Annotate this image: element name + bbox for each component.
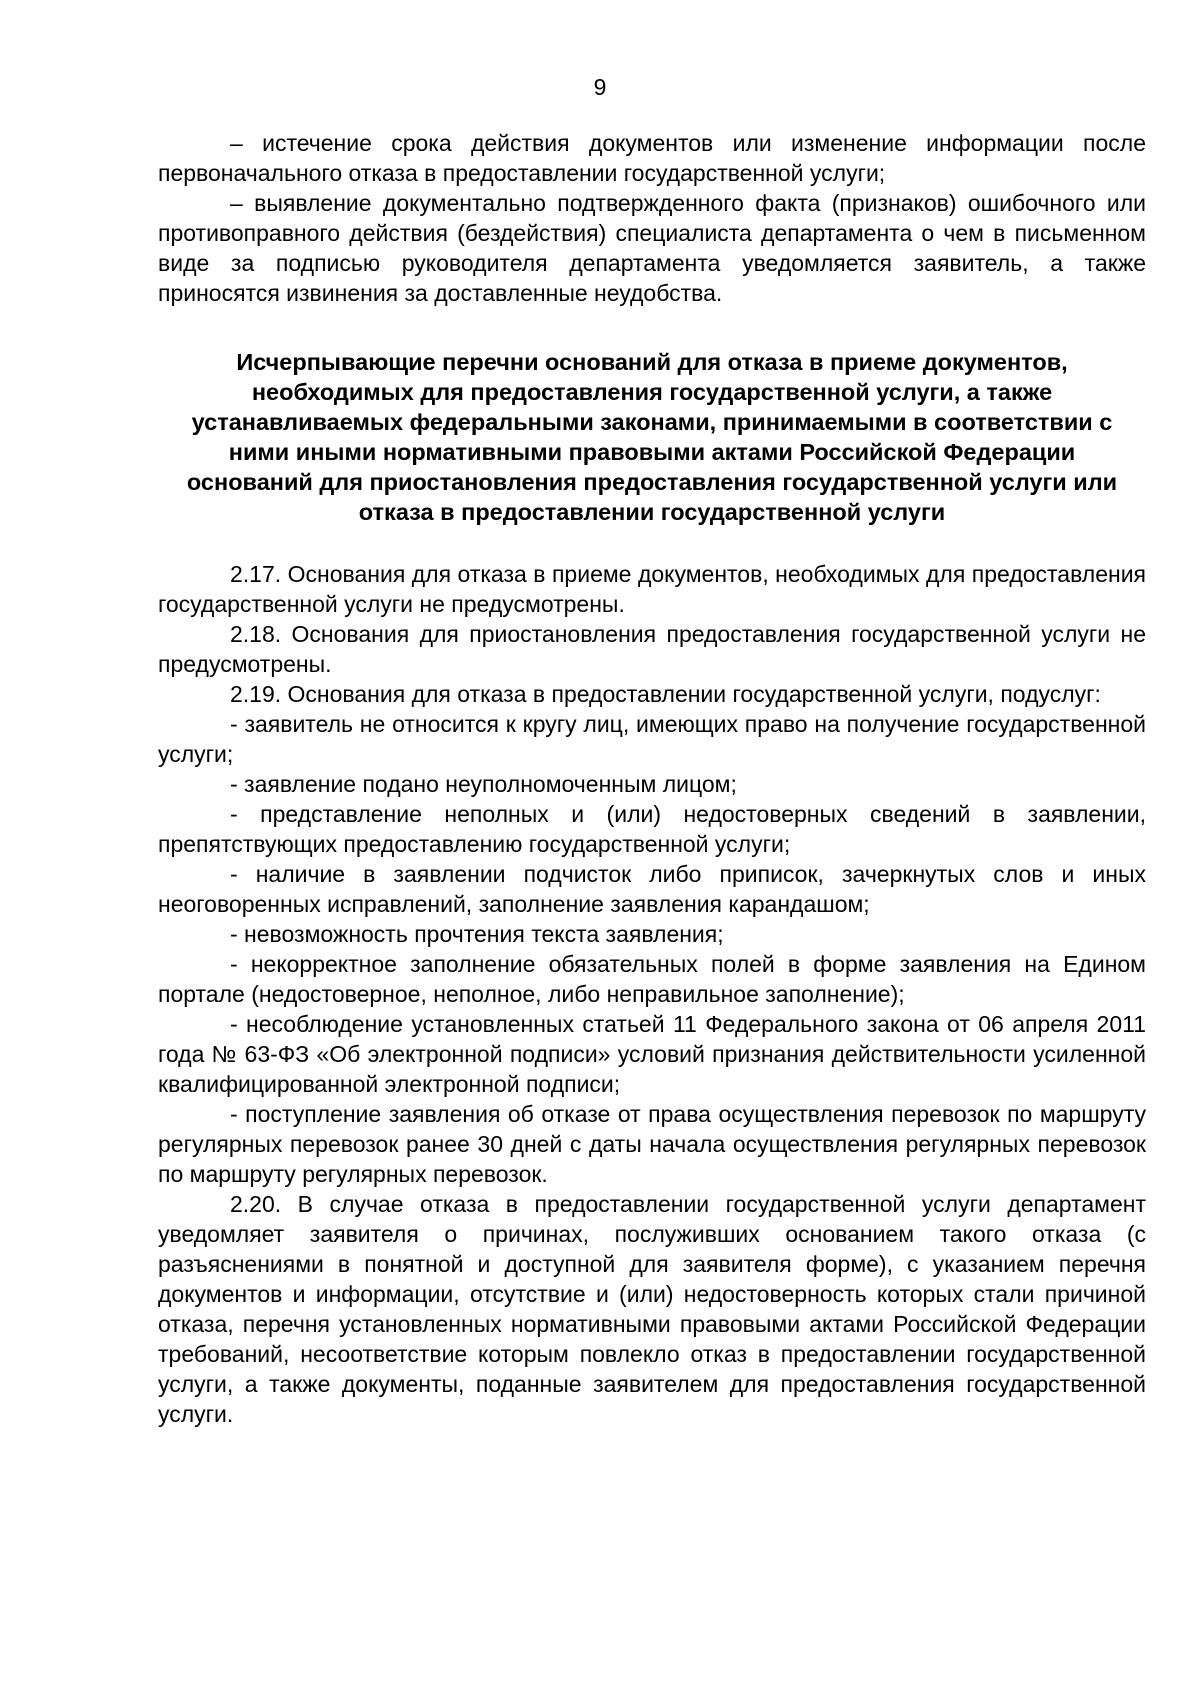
paragraph-2-19: 2.19. Основания для отказа в предоставлении государственной услуги, подуслуг:	[230, 681, 1101, 707]
paragraph-2-18: 2.18. Основания для приостановления предоставления государственной услуги не предусмотрены.	[158, 621, 1146, 677]
page-body	[158, 128, 1146, 1429]
list-item: - поступление заявления об отказе от права осуществления перевозок по маршруту регулярных перевозок ранее 30 дней с даты начала осуществления регулярных перевозок по маршруту регулярных перевозок.	[158, 1101, 1146, 1187]
list-item: - несоблюдение установленных статьей 11 Федерального закона от 06 апреля 2011 года № 63-ФЗ «Об электронной подписи» условий признания действительности усиленной квалифицированной электронной подписи;	[158, 1011, 1146, 1097]
intro-paragraph-1: – истечение срока действия документов или изменение информации после первоначального отказа в предоставлении государственной услуги;	[158, 130, 1146, 186]
list-item: - заявитель не относится к кругу лиц, имеющих право на получение государственной услуги;	[158, 711, 1146, 767]
intro-paragraph-2: – выявление документально подтвержденного факта (признаков) ошибочного или противоправного действия (бездействия) специалиста департамента о чем в письменном виде за подписью руководителя департамента уведомляется заявитель, а также приносятся извинения за доставленные неудобства.	[158, 190, 1146, 306]
section-body	[158, 559, 1146, 1429]
section-heading: Исчерпывающие перечни оснований для отказа в приеме документов, необходимых для предоставления государственной услуги, а также устанавливаемых федеральными законами, принимаемыми в соответствии с ними иными нормативными правовыми актами Российской Федерации оснований для приостановления предоставления государственной услуги или отказа в предоставлении государственной услуги	[186, 349, 1118, 525]
page-number: 9	[593, 74, 607, 100]
list-item: - представление неполных и (или) недостоверных сведений в заявлении, препятствующих предоставлению государственной услуги;	[158, 801, 1146, 857]
list-item: - наличие в заявлении подчисток либо приписок, зачеркнутых слов и иных неоговоренных исправлений, заполнение заявления карандашом;	[158, 861, 1146, 917]
list-item: - некорректное заполнение обязательных полей в форме заявления на Едином портале (недостоверное, неполное, либо неправильное заполнение);	[158, 951, 1146, 1007]
list-item: - невозможность прочтения текста заявления;	[230, 921, 724, 947]
list-item: - заявление подано неуполномоченным лицом;	[230, 771, 737, 797]
paragraph-2-17: 2.17. Основания для отказа в приеме документов, необходимых для предоставления государственной услуги не предусмотрены.	[158, 561, 1146, 617]
paragraph-2-20: 2.20. В случае отказа в предоставлении государственной услуги департамент уведомляет заявителя о причинах, послуживших основанием такого отказа (с разъяснениями в понятной и доступной для заявителя форме), с указанием перечня документов и информации, отсутствие и (или) недостоверность которых стали причиной отказа, перечня установленных нормативными правовыми актами Российской Федерации требований, несоответствие которым повлекло отказ в предоставлении государственной услуги, а также документы, поданные заявителем для предоставления государственной услуги.	[158, 1191, 1146, 1427]
